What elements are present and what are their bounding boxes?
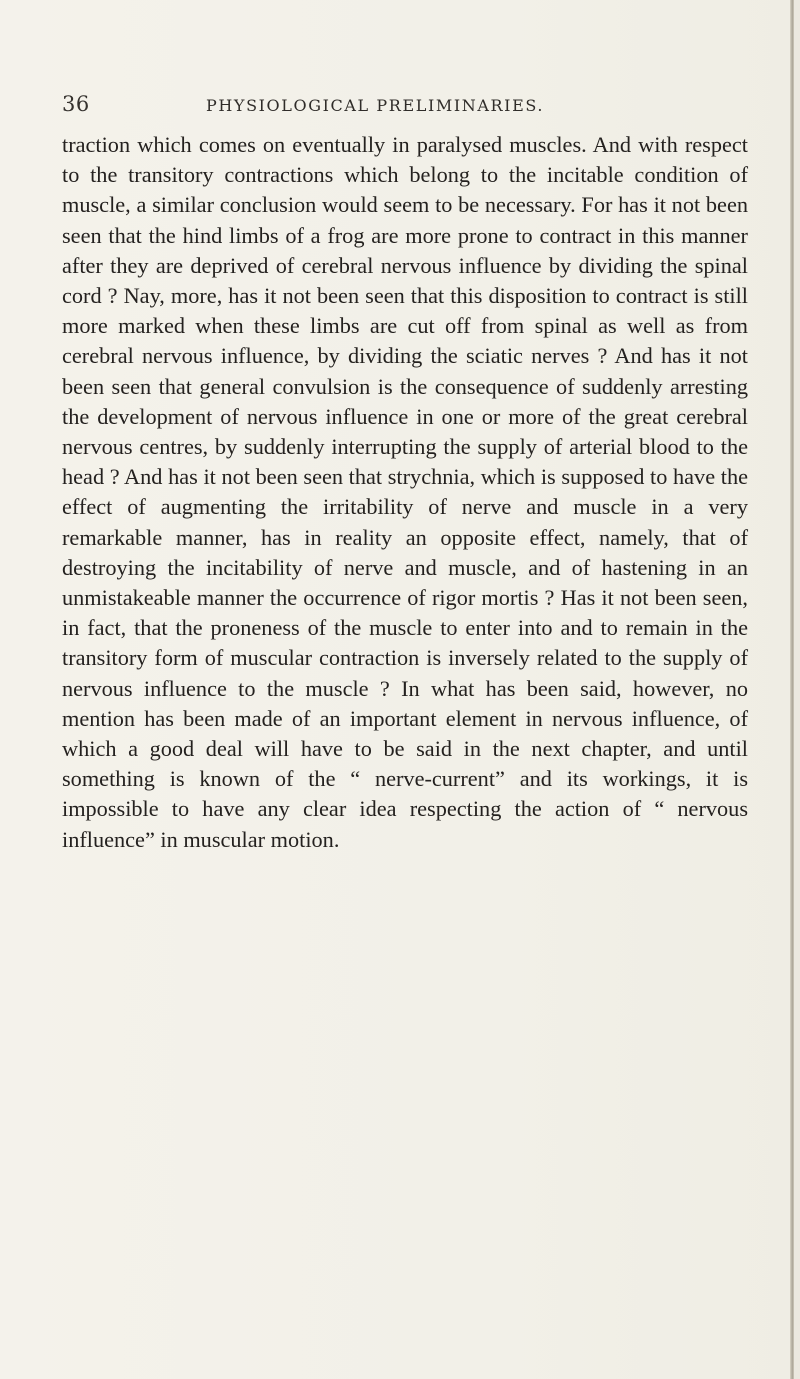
running-head <box>62 92 748 124</box>
page-number: 36 <box>62 92 90 116</box>
running-title: PHYSIOLOGICAL PRELIMINARIES. <box>206 96 545 115</box>
paragraph: traction which comes on eventually in paralysed muscles. And with respect to the transitory contractions which belong to the incitable condition of muscle, a similar conclusion would seem to be necessary. For has it not been seen that the hind limbs of a frog are more prone to contract in this manner after they are deprived of cerebral nervous influence by dividing the spinal cord ? Nay, more, has it not been seen that this disposition to contract is still more marked when these limbs are cut off from spinal as well as from cerebral nervous influence, by dividing the sciatic nerves ? And has it not been seen that general convulsion is the consequence of suddenly arresting the development of nervous influence in one or more of the great cerebral nervous centres, by suddenly interrupting the supply of arterial blood to the head ? And has it not been seen that strychnia, which is supposed to have the effect of augmenting the irritability of nerve and muscle in a very remarkable manner, has in reality an opposite effect, namely, that of destroying the incitability of nerve and muscle, and of hastening in an unmistakeable manner the occurrence of rigor mortis ? Has it not been seen, in fact, that the proneness of the muscle to enter into and to remain in the transitory form of muscular contraction is inversely related to the supply of nervous influence to the muscle ? In what has been said, however, no mention has been made of an important element in nervous influence, of which a good deal will have to be said in the next chapter, and until something is known of the “ nerve-current” and its workings, it is impossible to have any clear idea respecting the action of “ nervous influence” in muscular motion. <box>62 132 748 852</box>
page-edge <box>794 0 800 1379</box>
body-text <box>62 130 748 855</box>
